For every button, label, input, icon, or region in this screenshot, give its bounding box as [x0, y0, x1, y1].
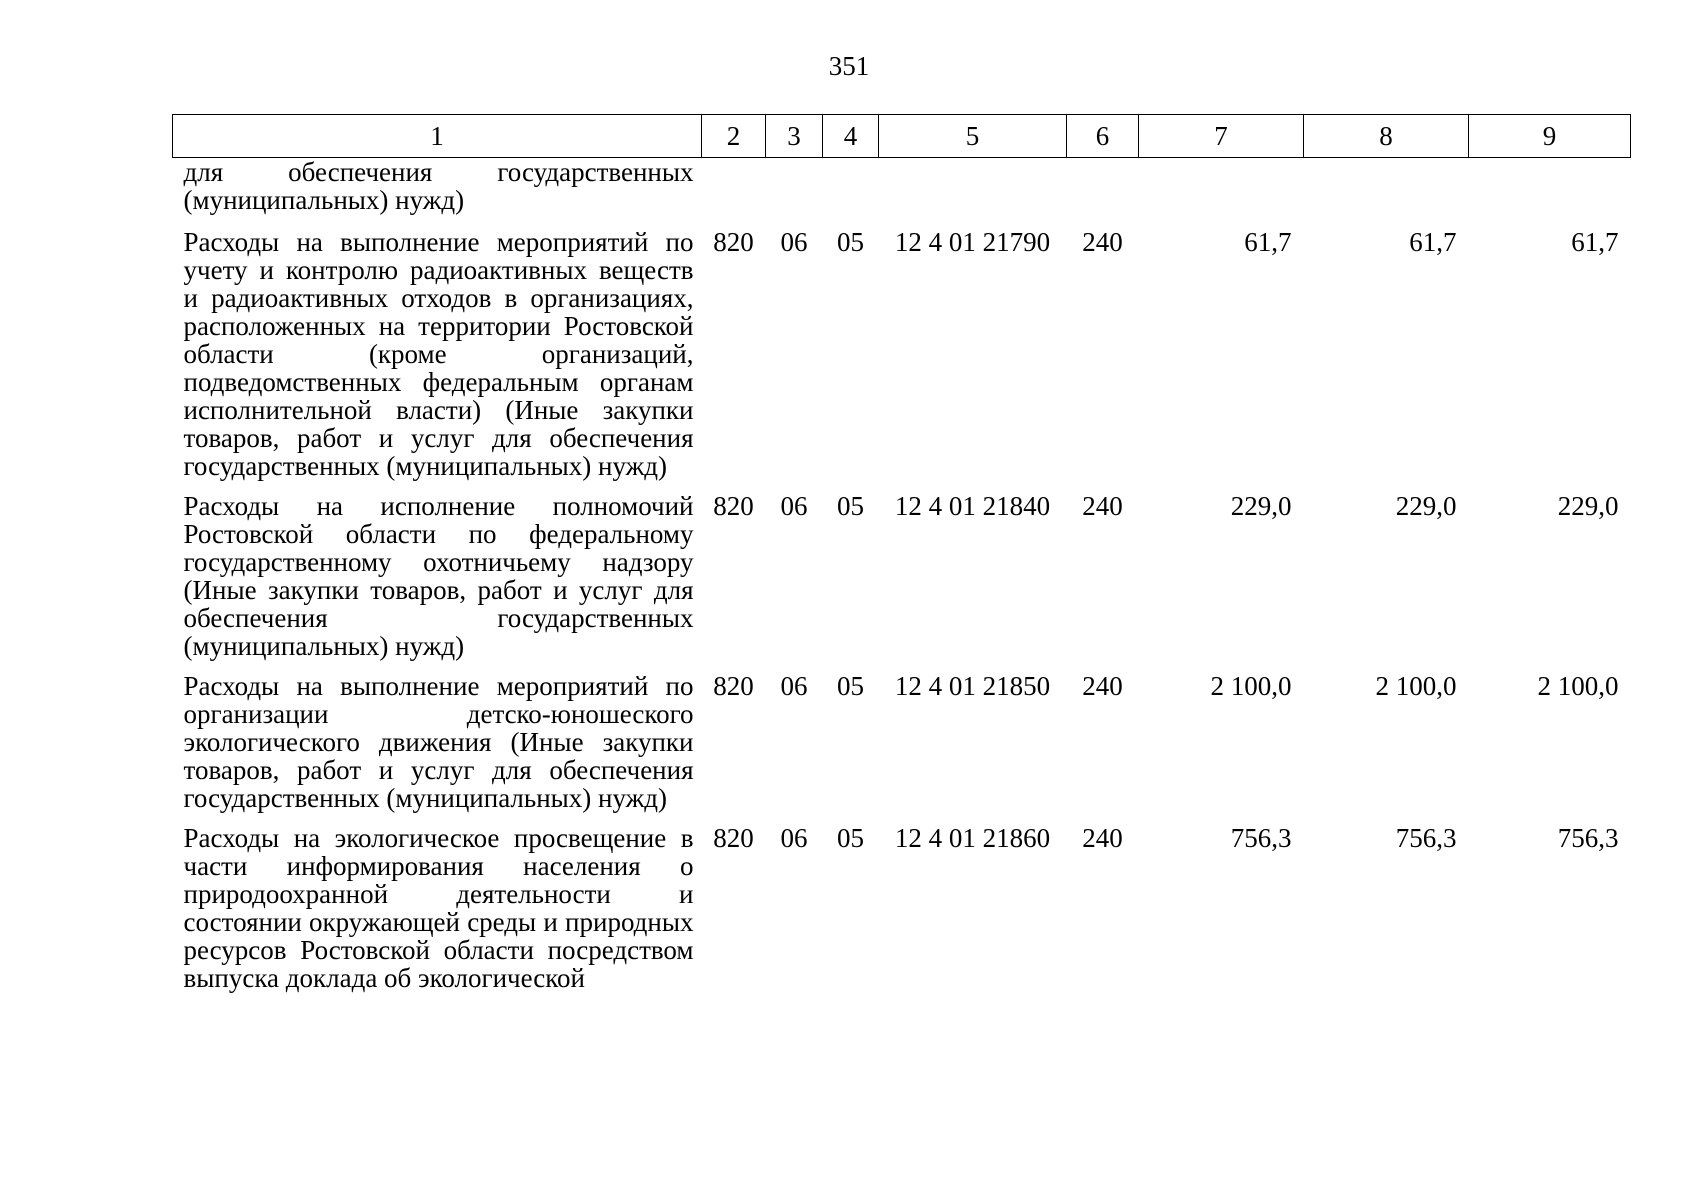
- row-expense-type: 240: [1082, 671, 1123, 701]
- row-value-col9: 61,7: [1571, 227, 1619, 257]
- row-target-code: 12 4 01 21840: [894, 491, 1051, 521]
- row-section-code: 06: [780, 671, 808, 701]
- row-description: Расходы на исполнение полномочий Ростовской области по федеральному государственному охотничьему надзору (Иные закупки товаров, работ и услуг для обеспечения государственных (муниципальных) нужд): [183, 491, 694, 661]
- column-header-2: 2: [702, 115, 766, 158]
- row-value-col8: 2 100,0: [1375, 671, 1457, 701]
- row-target-code: 12 4 01 21790: [894, 227, 1051, 257]
- table-row: [173, 492, 1631, 672]
- row-subsection-code: 05: [837, 671, 864, 701]
- row-description: Расходы на экологическое просвещение в части информирования населения о природоохранной деятельности и состоянии окружающей среды и природных ресурсов Ростовской области посредством выпуска доклада об экологической: [183, 823, 694, 993]
- row-gr-code: 820: [713, 491, 754, 521]
- row-value-col8: 756,3: [1395, 823, 1457, 853]
- column-header-7: 7: [1139, 115, 1304, 158]
- row-section-code: 06: [780, 823, 808, 853]
- row-gr-code: 820: [713, 227, 754, 257]
- column-header-1: 1: [173, 115, 702, 158]
- row-subsection-code: 05: [837, 491, 864, 521]
- header-row: [173, 115, 1631, 158]
- column-header-5: 5: [879, 115, 1067, 158]
- page-number: 351: [828, 51, 870, 81]
- row-expense-type: 240: [1082, 823, 1123, 853]
- row-gr-code: 820: [713, 671, 754, 701]
- column-header-4: 4: [823, 115, 879, 158]
- row-section-code: 06: [780, 491, 808, 521]
- row-value-col9: 2 100,0: [1537, 671, 1619, 701]
- row-value-col7: 61,7: [1244, 227, 1292, 257]
- row-target-code: 12 4 01 21850: [894, 671, 1051, 701]
- row-value-col7: 229,0: [1230, 491, 1292, 521]
- row-description: Расходы на выполнение мероприятий по учету и контролю радиоактивных веществ и радиоактивных отходов в организациях, расположенных на территории Ростовской области (кроме организаций, подведомственных федеральным органам исполнительной власти) (Иные закупки товаров, работ и услуг для обеспечения государственных (муниципальных) нужд): [183, 227, 694, 481]
- table-row: [173, 824, 1631, 1004]
- row-value-col8: 61,7: [1409, 227, 1457, 257]
- row-expense-type: 240: [1082, 491, 1123, 521]
- table-row-continuation: [173, 158, 1631, 229]
- row-value-col8: 229,0: [1395, 491, 1457, 521]
- row-value-col7: 2 100,0: [1210, 671, 1292, 701]
- column-header-3: 3: [766, 115, 823, 158]
- row-description: Расходы на выполнение мероприятий по организации детско-юношеского экологического движения (Иные закупки товаров, работ и услуг для обеспечения государственных (муниципальных) нужд): [183, 671, 694, 813]
- row-expense-type: 240: [1082, 227, 1123, 257]
- row-value-col9: 756,3: [1557, 823, 1619, 853]
- table-row: [173, 672, 1631, 824]
- table-row: [173, 228, 1631, 492]
- row-value-col9: 229,0: [1557, 491, 1619, 521]
- row-target-code: 12 4 01 21860: [894, 823, 1051, 853]
- row-subsection-code: 05: [837, 227, 864, 257]
- column-header-6: 6: [1067, 115, 1139, 158]
- row-description: для обеспечения государственных (муниципальных) нужд): [183, 157, 694, 215]
- row-section-code: 06: [780, 227, 808, 257]
- row-value-col7: 756,3: [1230, 823, 1292, 853]
- row-gr-code: 820: [713, 823, 754, 853]
- row-subsection-code: 05: [837, 823, 864, 853]
- budget-table: [172, 114, 1631, 1004]
- column-header-8: 8: [1304, 115, 1469, 158]
- column-header-9: 9: [1469, 115, 1631, 158]
